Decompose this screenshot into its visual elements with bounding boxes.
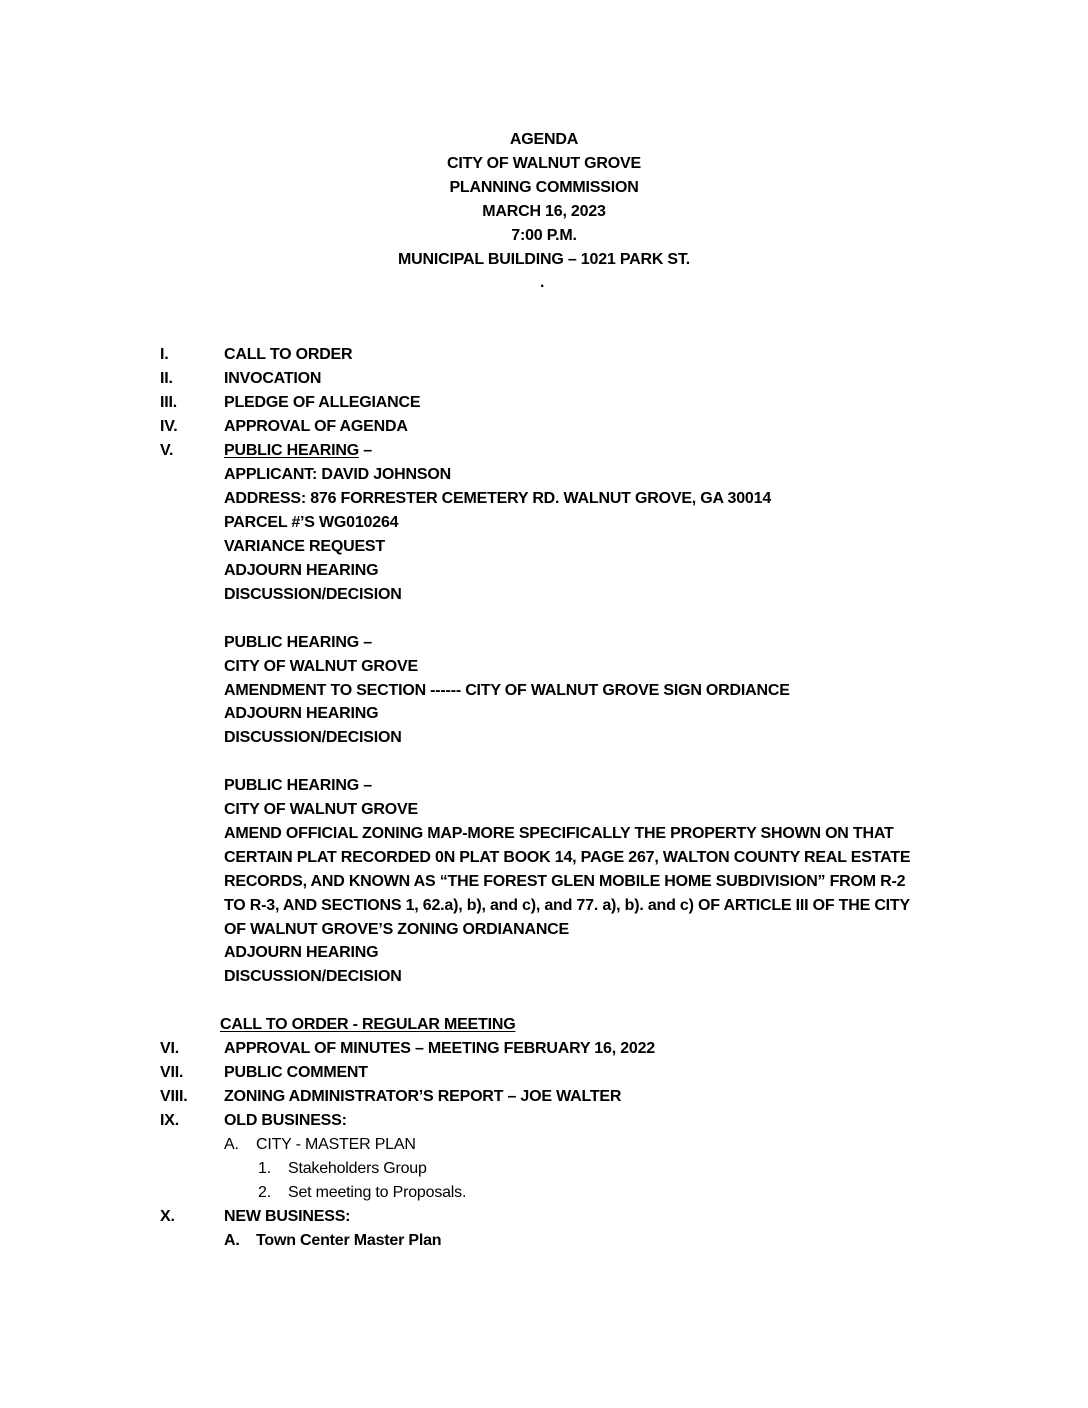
item-public-hearing (224, 439, 372, 463)
hearing1-request: VARIANCE REQUEST (224, 538, 385, 555)
header-time: 7:00 P.M. (511, 227, 577, 244)
header-agenda: AGENDA (509, 131, 579, 148)
item-number-viii: VIII. (160, 1088, 188, 1105)
item-number-x: X. (160, 1208, 175, 1225)
item-public-comment: PUBLIC COMMENT (224, 1064, 368, 1081)
hearing1-parcel: PARCEL #’S WG010264 (224, 514, 399, 531)
old-business-sub2-num: 2. (258, 1184, 271, 1201)
hearing2-subject: AMENDMENT TO SECTION ------ CITY OF WALNUT GROVE SIGN ORDIANCE (224, 682, 790, 699)
item-approval-minutes: APPROVAL OF MINUTES – MEETING FEBRUARY 16, 2022 (224, 1040, 655, 1057)
hearing3-line3: RECORDS, AND KNOWN AS “THE FOREST GLEN MOBILE HOME SUBDIVISION” FROM R-2 (224, 873, 906, 890)
item-pledge: PLEDGE OF ALLEGIANCE (224, 394, 421, 411)
hearing2-applicant: CITY OF WALNUT GROVE (224, 658, 418, 675)
header-dot: . (540, 274, 545, 291)
item-number-v: V. (160, 442, 174, 459)
item-invocation: INVOCATION (224, 370, 322, 387)
hearing2-decision: DISCUSSION/DECISION (224, 729, 402, 746)
item-zoning-report: ZONING ADMINISTRATOR’S REPORT – JOE WALTER (224, 1088, 622, 1105)
regular-meeting-title: CALL TO ORDER - REGULAR MEETING (220, 1016, 516, 1033)
hearing2-adjourn: ADJOURN HEARING (224, 705, 379, 722)
hearing3-line5: OF WALNUT GROVE’S ZONING ORDIANANCE (224, 921, 570, 938)
old-business-sub2-text: Set meeting to Proposals. (288, 1184, 467, 1201)
header-city: CITY OF WALNUT GROVE (447, 155, 641, 172)
item-number-vi: VI. (160, 1040, 179, 1057)
hearing3-line4: TO R-3, AND SECTIONS 1, 62.a), b), and c), and 77. a), b). and c) OF ARTICLE III OF THE CITY (224, 897, 910, 914)
old-business-a-text: CITY - MASTER PLAN (256, 1136, 416, 1153)
hearing1-decision: DISCUSSION/DECISION (224, 586, 402, 603)
hearing3-line1: AMEND OFFICIAL ZONING MAP-MORE SPECIFICALLY THE PROPERTY SHOWN ON THAT (224, 825, 894, 842)
item-number-ix: IX. (160, 1112, 179, 1129)
old-business-a-label: A. (224, 1136, 239, 1153)
header-date: MARCH 16, 2023 (482, 203, 606, 220)
hearing1-applicant: APPLICANT: DAVID JOHNSON (224, 466, 451, 483)
new-business-a-label: A. (224, 1232, 240, 1249)
item-approval-agenda: APPROVAL OF AGENDA (224, 418, 408, 435)
item-number-ii: II. (160, 370, 173, 387)
item-old-business: OLD BUSINESS: (224, 1112, 347, 1129)
hearing2-title: PUBLIC HEARING – (224, 634, 372, 651)
hearing1-adjourn: ADJOURN HEARING (224, 562, 379, 579)
hearing3-applicant: CITY OF WALNUT GROVE (224, 801, 418, 818)
public-hearing-dash: – (358, 442, 372, 459)
item-number-i: I. (160, 346, 169, 363)
item-number-vii: VII. (160, 1064, 184, 1081)
hearing3-title: PUBLIC HEARING – (224, 777, 372, 794)
public-hearing-title: PUBLIC HEARING (224, 442, 359, 459)
item-number-iv: IV. (160, 418, 178, 435)
old-business-sub1-num: 1. (258, 1160, 271, 1177)
new-business-a-text: Town Center Master Plan (256, 1232, 442, 1249)
old-business-sub1-text: Stakeholders Group (288, 1160, 427, 1177)
item-new-business: NEW BUSINESS: (224, 1208, 351, 1225)
item-number-iii: III. (160, 394, 177, 411)
hearing3-line2: CERTAIN PLAT RECORDED 0N PLAT BOOK 14, PAGE 267, WALTON COUNTY REAL ESTATE (224, 849, 911, 866)
hearing3-decision: DISCUSSION/DECISION (224, 968, 402, 985)
item-call-to-order: CALL TO ORDER (224, 346, 353, 363)
header-location: MUNICIPAL BUILDING – 1021 PARK ST. (398, 251, 690, 268)
header-commission: PLANNING COMMISSION (449, 179, 639, 196)
hearing3-adjourn: ADJOURN HEARING (224, 944, 379, 961)
hearing1-address: ADDRESS: 876 FORRESTER CEMETERY RD. WALNUT GROVE, GA 30014 (224, 490, 772, 507)
